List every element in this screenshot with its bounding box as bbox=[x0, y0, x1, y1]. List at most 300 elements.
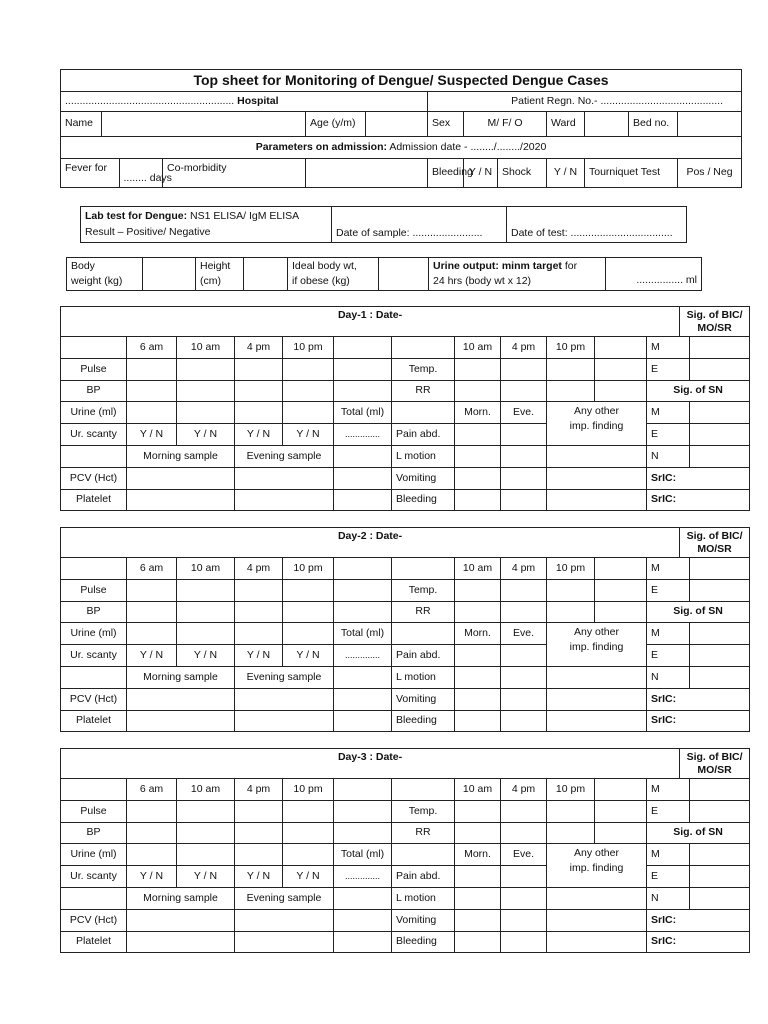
bleeding-morn[interactable] bbox=[455, 489, 501, 511]
rr-label: RR bbox=[392, 822, 455, 844]
day-title: Day-2 : Date- bbox=[61, 528, 680, 558]
pcv-evening[interactable] bbox=[235, 909, 334, 931]
rr-10pm[interactable] bbox=[547, 822, 595, 844]
pulse-10am[interactable] bbox=[177, 800, 235, 822]
blank-cell bbox=[334, 337, 392, 359]
scanty-4pm[interactable]: Y / N bbox=[235, 424, 283, 446]
vomiting-eve[interactable] bbox=[501, 688, 547, 710]
height-label: Height (cm) bbox=[196, 258, 244, 291]
scanty-4pm[interactable]: Y / N bbox=[235, 645, 283, 667]
pulse-10pm[interactable] bbox=[283, 800, 334, 822]
day-table-1 bbox=[60, 306, 750, 511]
rr-4pm[interactable] bbox=[501, 380, 547, 402]
temp-4pm[interactable] bbox=[501, 358, 547, 380]
bleeding-eve[interactable] bbox=[501, 710, 547, 732]
sn-m-label: M bbox=[647, 844, 690, 866]
admission-date[interactable]: Admission date - ......../......../2020 bbox=[386, 140, 547, 153]
day-title: Day-1 : Date- bbox=[61, 307, 680, 337]
day-title: Day-3 : Date- bbox=[61, 749, 680, 779]
pcv-morning[interactable] bbox=[127, 467, 235, 489]
bp-4pm[interactable] bbox=[235, 601, 283, 623]
sn-n-input[interactable] bbox=[690, 666, 750, 688]
scanty-label: Ur. scanty bbox=[61, 645, 127, 667]
time2-10pm: 10 pm bbox=[547, 337, 595, 359]
temp-10am[interactable] bbox=[455, 800, 501, 822]
blank-cell bbox=[595, 358, 647, 380]
blank-cell bbox=[334, 800, 392, 822]
blank-cell bbox=[595, 337, 647, 359]
sex-options[interactable]: M/ F/ O bbox=[464, 112, 547, 137]
vomiting-morn[interactable] bbox=[455, 688, 501, 710]
urine-6am[interactable] bbox=[127, 844, 177, 866]
tourniquet-label: Tourniquet Test bbox=[585, 159, 678, 188]
blank-cell bbox=[334, 445, 392, 467]
time2-10am: 10 am bbox=[455, 779, 501, 801]
sric-label-1[interactable]: SrIC: bbox=[647, 467, 750, 489]
time2-4pm: 4 pm bbox=[501, 337, 547, 359]
blank-cell bbox=[547, 666, 647, 688]
vomiting-morn[interactable] bbox=[455, 909, 501, 931]
sig-e-input[interactable] bbox=[690, 358, 750, 380]
sn-n-label: N bbox=[647, 666, 690, 688]
pain-abd-label: Pain abd. bbox=[392, 645, 455, 667]
scanty-10pm[interactable]: Y / N bbox=[283, 424, 334, 446]
sn-m-label: M bbox=[647, 402, 690, 424]
header-table bbox=[60, 69, 742, 188]
any-other-finding[interactable]: Any other imp. finding bbox=[547, 623, 647, 667]
sn-n-input[interactable] bbox=[690, 887, 750, 909]
sig-sn-header: Sig. of SN bbox=[647, 380, 750, 402]
sric-label-1[interactable]: SrIC: bbox=[647, 909, 750, 931]
pulse-label: Pulse bbox=[61, 579, 127, 601]
pain-abd-label: Pain abd. bbox=[392, 866, 455, 888]
sn-m-input[interactable] bbox=[690, 844, 750, 866]
scanty-6am[interactable]: Y / N bbox=[127, 424, 177, 446]
rr-10am[interactable] bbox=[455, 822, 501, 844]
bleeding-label: Bleeding bbox=[392, 489, 455, 511]
fever-cell bbox=[61, 159, 172, 188]
platelet-morning[interactable] bbox=[127, 489, 235, 511]
platelet-evening[interactable] bbox=[235, 489, 334, 511]
evening-sample-label: Evening sample bbox=[235, 445, 334, 467]
bp-6am[interactable] bbox=[127, 601, 177, 623]
bp-6am[interactable] bbox=[127, 822, 177, 844]
temp-4pm[interactable] bbox=[501, 579, 547, 601]
blank-cell bbox=[334, 822, 392, 844]
rr-10am[interactable] bbox=[455, 601, 501, 623]
pcv-morning[interactable] bbox=[127, 688, 235, 710]
platelet-evening[interactable] bbox=[235, 931, 334, 953]
morn-label: Morn. bbox=[455, 844, 501, 866]
scanty-10pm[interactable]: Y / N bbox=[283, 866, 334, 888]
blank-cell bbox=[595, 800, 647, 822]
bleeding-yn[interactable]: Y / N bbox=[464, 159, 498, 188]
total-ml-input[interactable] bbox=[392, 844, 455, 866]
age-input[interactable] bbox=[366, 112, 428, 137]
blank-cell bbox=[547, 909, 647, 931]
hospital-field[interactable] bbox=[61, 92, 428, 112]
evening-sample-label: Evening sample bbox=[235, 887, 334, 909]
bp-10am[interactable] bbox=[177, 380, 235, 402]
hospital-label: Hospital bbox=[237, 94, 279, 107]
name-input[interactable] bbox=[102, 112, 306, 137]
sig-sn-header: Sig. of SN bbox=[647, 822, 750, 844]
bleeding-morn[interactable] bbox=[455, 931, 501, 953]
ideal-wt-label: Ideal body wt, if obese (kg) bbox=[288, 258, 379, 291]
pulse-10am[interactable] bbox=[177, 579, 235, 601]
sn-m-input[interactable] bbox=[690, 402, 750, 424]
blank-cell bbox=[547, 688, 647, 710]
rr-label: RR bbox=[392, 601, 455, 623]
pain-abd-morn[interactable] bbox=[455, 866, 501, 888]
pain-abd-morn[interactable] bbox=[455, 424, 501, 446]
sig-m-input[interactable] bbox=[690, 337, 750, 359]
scanty-10pm[interactable]: Y / N bbox=[283, 645, 334, 667]
blank-cell bbox=[334, 601, 392, 623]
fever-days[interactable]: ........ days bbox=[123, 171, 172, 184]
time-6am: 6 am bbox=[127, 337, 177, 359]
total-ml-input[interactable] bbox=[392, 402, 455, 424]
lmotion-eve[interactable] bbox=[501, 445, 547, 467]
pain-abd-eve[interactable] bbox=[501, 866, 547, 888]
pulse-6am[interactable] bbox=[127, 358, 177, 380]
scanty-dots[interactable]: .............. bbox=[334, 866, 392, 888]
sn-n-input[interactable] bbox=[690, 445, 750, 467]
shock-yn[interactable]: Y / N bbox=[547, 159, 585, 188]
temp-10pm[interactable] bbox=[547, 800, 595, 822]
vomiting-label: Vomiting bbox=[392, 467, 455, 489]
urine-10am[interactable] bbox=[177, 623, 235, 645]
ward-label: Ward bbox=[547, 112, 585, 137]
lab-result[interactable]: Result – Positive/ Negative bbox=[85, 225, 211, 238]
pulse-10am[interactable] bbox=[177, 358, 235, 380]
vomiting-morn[interactable] bbox=[455, 467, 501, 489]
sric-label-2[interactable]: SrIC: bbox=[647, 489, 750, 511]
urine-6am[interactable] bbox=[127, 623, 177, 645]
morning-sample-label: Morning sample bbox=[127, 666, 235, 688]
blank-cell bbox=[595, 558, 647, 580]
day-table-2 bbox=[60, 527, 750, 732]
lmotion-morn[interactable] bbox=[455, 887, 501, 909]
lmotion-eve[interactable] bbox=[501, 666, 547, 688]
time2-10pm: 10 pm bbox=[547, 558, 595, 580]
sig-e-input[interactable] bbox=[690, 579, 750, 601]
scanty-10am[interactable]: Y / N bbox=[177, 424, 235, 446]
bp-label: BP bbox=[61, 601, 127, 623]
bleeding-eve[interactable] bbox=[501, 489, 547, 511]
time-4pm: 4 pm bbox=[235, 337, 283, 359]
eve-label: Eve. bbox=[501, 844, 547, 866]
scanty-4pm[interactable]: Y / N bbox=[235, 866, 283, 888]
date-of-test[interactable]: Date of test: ................................... bbox=[507, 207, 687, 243]
fever-label: Fever for bbox=[61, 159, 119, 187]
blank-cell bbox=[547, 710, 647, 732]
sn-m-input[interactable] bbox=[690, 623, 750, 645]
lab-label-bold: Lab test for Dengue: bbox=[85, 210, 188, 223]
bp-10am[interactable] bbox=[177, 822, 235, 844]
scanty-6am[interactable]: Y / N bbox=[127, 645, 177, 667]
sig-bic-header: Sig. of BIC/ MO/SR bbox=[680, 749, 750, 779]
pcv-label: PCV (Hct) bbox=[61, 688, 127, 710]
blank-cell bbox=[334, 779, 392, 801]
scanty-10am[interactable]: Y / N bbox=[177, 645, 235, 667]
bleeding-label: Bleeding bbox=[392, 710, 455, 732]
temp-label: Temp. bbox=[392, 579, 455, 601]
platelet-morning[interactable] bbox=[127, 710, 235, 732]
temp-10pm[interactable] bbox=[547, 579, 595, 601]
temp-10am[interactable] bbox=[455, 579, 501, 601]
morning-sample-label: Morning sample bbox=[127, 445, 235, 467]
height-input[interactable] bbox=[244, 258, 288, 291]
morn-label: Morn. bbox=[455, 402, 501, 424]
time2-4pm: 4 pm bbox=[501, 779, 547, 801]
lmotion-eve[interactable] bbox=[501, 887, 547, 909]
time2-4pm: 4 pm bbox=[501, 558, 547, 580]
platelet-label: Platelet bbox=[61, 710, 127, 732]
time-10pm: 10 pm bbox=[283, 558, 334, 580]
pulse-4pm[interactable] bbox=[235, 358, 283, 380]
bp-6am[interactable] bbox=[127, 380, 177, 402]
pain-abd-eve[interactable] bbox=[501, 645, 547, 667]
time2-10am: 10 am bbox=[455, 337, 501, 359]
urine-4pm[interactable] bbox=[235, 844, 283, 866]
ward-input[interactable] bbox=[585, 112, 629, 137]
blank-cell bbox=[595, 779, 647, 801]
pcv-evening[interactable] bbox=[235, 467, 334, 489]
bp-10pm[interactable] bbox=[283, 601, 334, 623]
scanty-6am[interactable]: Y / N bbox=[127, 866, 177, 888]
blank-cell bbox=[334, 558, 392, 580]
sig-sn-header: Sig. of SN bbox=[647, 601, 750, 623]
rr-4pm[interactable] bbox=[501, 822, 547, 844]
time-6am: 6 am bbox=[127, 558, 177, 580]
sn-e-input[interactable] bbox=[690, 866, 750, 888]
blank-cell bbox=[334, 380, 392, 402]
time-10pm: 10 pm bbox=[283, 337, 334, 359]
body-weight-label: Body weight (kg) bbox=[67, 258, 143, 291]
time-10am: 10 am bbox=[177, 779, 235, 801]
pulse-6am[interactable] bbox=[127, 579, 177, 601]
sric-label-2[interactable]: SrIC: bbox=[647, 710, 750, 732]
bp-10pm[interactable] bbox=[283, 380, 334, 402]
urine-target-ml[interactable]: ................ ml bbox=[606, 258, 702, 291]
lab-test-cell bbox=[81, 207, 332, 243]
blank-cell bbox=[547, 489, 647, 511]
any-other-finding[interactable]: Any other imp. finding bbox=[547, 844, 647, 888]
any-other-finding[interactable]: Any other imp. finding bbox=[547, 402, 647, 446]
temp-10pm[interactable] bbox=[547, 358, 595, 380]
sig-m-label: M bbox=[647, 779, 690, 801]
urine-10pm[interactable] bbox=[283, 844, 334, 866]
sig-bic-header: Sig. of BIC/ MO/SR bbox=[680, 307, 750, 337]
blank-cell bbox=[595, 822, 647, 844]
sig-e-label: E bbox=[647, 579, 690, 601]
lmotion-morn[interactable] bbox=[455, 666, 501, 688]
rr-10pm[interactable] bbox=[547, 380, 595, 402]
scanty-10am[interactable]: Y / N bbox=[177, 866, 235, 888]
sn-e-input[interactable] bbox=[690, 645, 750, 667]
ideal-wt-input[interactable] bbox=[379, 258, 429, 291]
date-of-sample[interactable]: Date of sample: ........................ bbox=[332, 207, 507, 243]
lmotion-label: L motion bbox=[392, 445, 455, 467]
bed-label: Bed no. bbox=[629, 112, 678, 137]
rr-10am[interactable] bbox=[455, 380, 501, 402]
bleeding-label: Bleeding bbox=[392, 931, 455, 953]
morn-label: Morn. bbox=[455, 623, 501, 645]
blank-cell bbox=[334, 489, 392, 511]
bp-4pm[interactable] bbox=[235, 822, 283, 844]
sn-e-label: E bbox=[647, 645, 690, 667]
scanty-dots[interactable]: .............. bbox=[334, 645, 392, 667]
urine-label: Urine (ml) bbox=[61, 402, 127, 424]
urine-output-label: Urine output: minm target for 24 hrs (body wt x 12) bbox=[429, 258, 606, 291]
pcv-morning[interactable] bbox=[127, 909, 235, 931]
blank-cell bbox=[61, 558, 127, 580]
bed-input[interactable] bbox=[678, 112, 742, 137]
time2-10am: 10 am bbox=[455, 558, 501, 580]
sn-m-label: M bbox=[647, 623, 690, 645]
time-10am: 10 am bbox=[177, 558, 235, 580]
bleeding-label: Bleeding bbox=[428, 159, 464, 188]
blank-cell bbox=[334, 887, 392, 909]
bp-10am[interactable] bbox=[177, 601, 235, 623]
tourniquet-posneg[interactable]: Pos / Neg bbox=[678, 159, 742, 188]
urine-10am[interactable] bbox=[177, 402, 235, 424]
evening-sample-label: Evening sample bbox=[235, 666, 334, 688]
urine-10pm[interactable] bbox=[283, 623, 334, 645]
bp-label: BP bbox=[61, 380, 127, 402]
vomiting-label: Vomiting bbox=[392, 688, 455, 710]
comorbidity-input[interactable] bbox=[306, 159, 428, 188]
sn-n-label: N bbox=[647, 445, 690, 467]
blank-cell bbox=[547, 445, 647, 467]
blank-cell bbox=[547, 467, 647, 489]
sig-m-input[interactable] bbox=[690, 779, 750, 801]
lmotion-label: L motion bbox=[392, 666, 455, 688]
total-ml-input[interactable] bbox=[392, 623, 455, 645]
blank-cell bbox=[392, 779, 455, 801]
age-label: Age (y/m) bbox=[306, 112, 366, 137]
blank-cell bbox=[547, 931, 647, 953]
urine-label: Urine (ml) bbox=[61, 623, 127, 645]
day-table-3 bbox=[60, 748, 750, 953]
blank-cell bbox=[392, 558, 455, 580]
shock-label: Shock bbox=[498, 159, 547, 188]
sig-m-input[interactable] bbox=[690, 558, 750, 580]
sn-e-label: E bbox=[647, 866, 690, 888]
temp-label: Temp. bbox=[392, 358, 455, 380]
urine-6am[interactable] bbox=[127, 402, 177, 424]
blank-cell bbox=[334, 931, 392, 953]
platelet-label: Platelet bbox=[61, 489, 127, 511]
name-label: Name bbox=[61, 112, 102, 137]
vomiting-label: Vomiting bbox=[392, 909, 455, 931]
sric-label-2[interactable]: SrIC: bbox=[647, 931, 750, 953]
patient-regn-field[interactable]: Patient Regn. No.- .......................................... bbox=[428, 92, 742, 112]
pulse-10pm[interactable] bbox=[283, 579, 334, 601]
time2-10pm: 10 pm bbox=[547, 779, 595, 801]
sig-m-label: M bbox=[647, 337, 690, 359]
params-bold: Parameters on admission: bbox=[255, 140, 387, 153]
temp-4pm[interactable] bbox=[501, 800, 547, 822]
scanty-label: Ur. scanty bbox=[61, 424, 127, 446]
sn-e-input[interactable] bbox=[690, 424, 750, 446]
urine-label: Urine (ml) bbox=[61, 844, 127, 866]
pulse-4pm[interactable] bbox=[235, 800, 283, 822]
page-title: Top sheet for Monitoring of Dengue/ Suspected Dengue Cases bbox=[61, 70, 742, 92]
urine-4pm[interactable] bbox=[235, 402, 283, 424]
urine-4pm[interactable] bbox=[235, 623, 283, 645]
temp-10am[interactable] bbox=[455, 358, 501, 380]
blank-cell bbox=[334, 467, 392, 489]
pcv-evening[interactable] bbox=[235, 688, 334, 710]
vomiting-eve[interactable] bbox=[501, 467, 547, 489]
sric-label-1[interactable]: SrIC: bbox=[647, 688, 750, 710]
sig-e-label: E bbox=[647, 800, 690, 822]
hospital-dots: .......................................................... bbox=[65, 94, 235, 107]
bleeding-eve[interactable] bbox=[501, 931, 547, 953]
sig-e-label: E bbox=[647, 358, 690, 380]
lmotion-morn[interactable] bbox=[455, 445, 501, 467]
platelet-label: Platelet bbox=[61, 931, 127, 953]
sn-n-label: N bbox=[647, 887, 690, 909]
lmotion-label: L motion bbox=[392, 887, 455, 909]
bp-label: BP bbox=[61, 822, 127, 844]
pulse-10pm[interactable] bbox=[283, 358, 334, 380]
pulse-label: Pulse bbox=[61, 358, 127, 380]
pcv-label: PCV (Hct) bbox=[61, 909, 127, 931]
time-4pm: 4 pm bbox=[235, 558, 283, 580]
pain-abd-morn[interactable] bbox=[455, 645, 501, 667]
blank-cell bbox=[392, 337, 455, 359]
blank-cell bbox=[334, 909, 392, 931]
time-10am: 10 am bbox=[177, 337, 235, 359]
blank-cell bbox=[595, 601, 647, 623]
platelet-evening[interactable] bbox=[235, 710, 334, 732]
total-ml-label: Total (ml) bbox=[334, 402, 392, 424]
vomiting-eve[interactable] bbox=[501, 909, 547, 931]
platelet-morning[interactable] bbox=[127, 931, 235, 953]
blank-cell bbox=[595, 579, 647, 601]
sex-label: Sex bbox=[428, 112, 464, 137]
scanty-label: Ur. scanty bbox=[61, 866, 127, 888]
blank-cell bbox=[334, 666, 392, 688]
pulse-label: Pulse bbox=[61, 800, 127, 822]
pulse-6am[interactable] bbox=[127, 800, 177, 822]
pain-abd-eve[interactable] bbox=[501, 424, 547, 446]
urine-10am[interactable] bbox=[177, 844, 235, 866]
bleeding-morn[interactable] bbox=[455, 710, 501, 732]
bp-10pm[interactable] bbox=[283, 822, 334, 844]
blank-cell bbox=[334, 358, 392, 380]
urine-10pm[interactable] bbox=[283, 402, 334, 424]
scanty-dots[interactable]: .............. bbox=[334, 424, 392, 446]
bp-4pm[interactable] bbox=[235, 380, 283, 402]
total-ml-label: Total (ml) bbox=[334, 623, 392, 645]
sig-e-input[interactable] bbox=[690, 800, 750, 822]
rr-4pm[interactable] bbox=[501, 601, 547, 623]
admission-params bbox=[61, 137, 742, 159]
time-10pm: 10 pm bbox=[283, 779, 334, 801]
rr-10pm[interactable] bbox=[547, 601, 595, 623]
pulse-4pm[interactable] bbox=[235, 579, 283, 601]
body-weight-input[interactable] bbox=[143, 258, 196, 291]
blank-cell bbox=[61, 337, 127, 359]
pain-abd-label: Pain abd. bbox=[392, 424, 455, 446]
pcv-label: PCV (Hct) bbox=[61, 467, 127, 489]
rr-label: RR bbox=[392, 380, 455, 402]
eve-label: Eve. bbox=[501, 402, 547, 424]
